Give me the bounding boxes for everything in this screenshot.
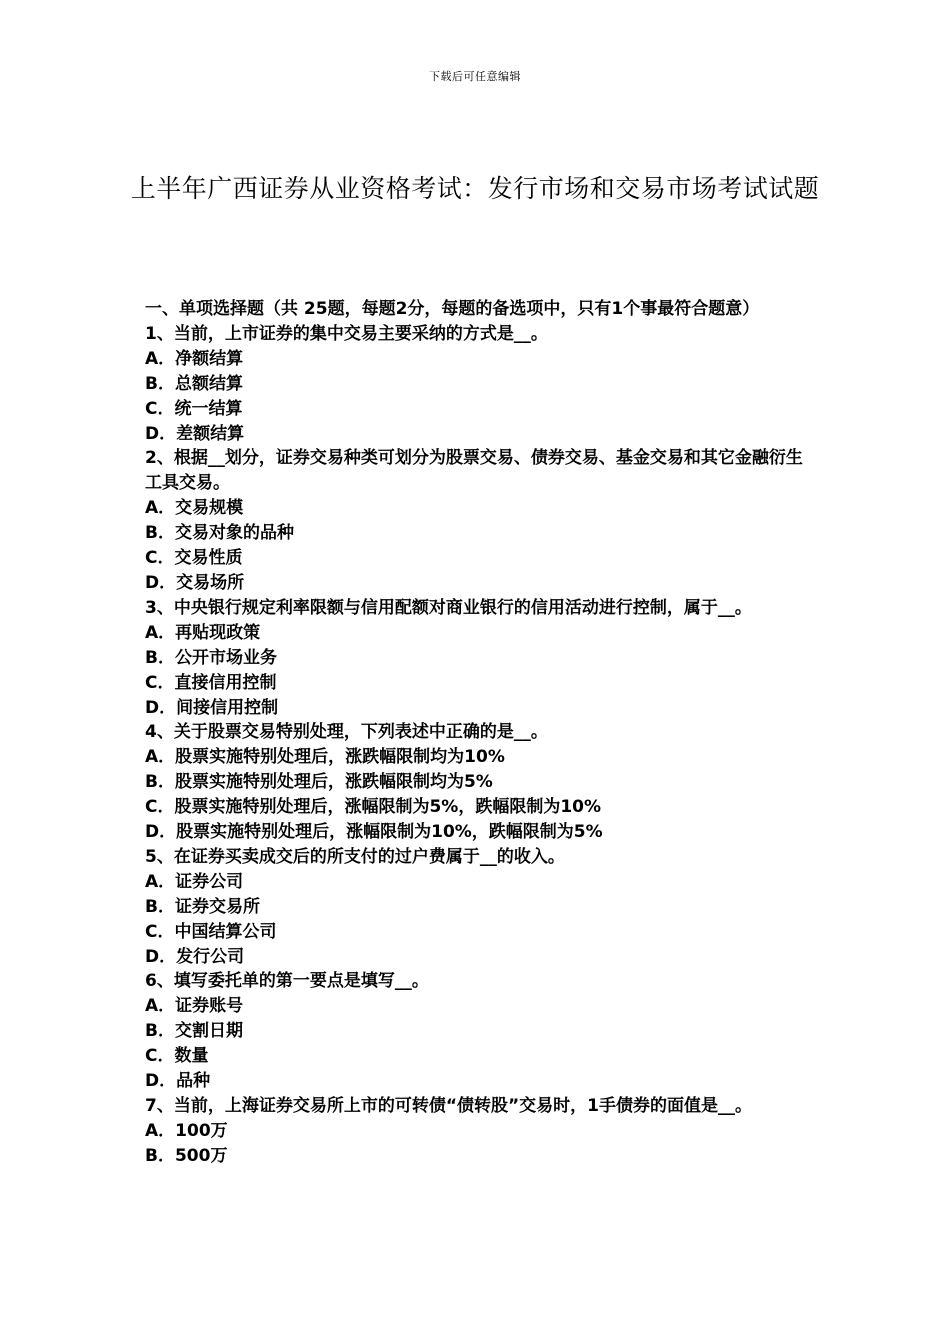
document-title: 上半年广西证券从业资格考试：发行市场和交易市场考试试题 — [130, 173, 820, 203]
question-1-option-d: D．差额结算 — [145, 423, 245, 444]
question-4-option-b: B．股票实施特别处理后，涨跌幅限制均为5% — [145, 772, 493, 793]
question-1-stem: 1、当前，上市证券的集中交易主要采纳的方式是__。 — [145, 323, 548, 344]
question-7-option-b: B．500万 — [145, 1145, 228, 1166]
question-1-option-b: B．总额结算 — [145, 373, 243, 394]
question-4-option-d: D．股票实施特别处理后，涨幅限制为10%，跌幅限制为5% — [145, 822, 603, 843]
question-2-stem: 2、根据__划分，证券交易种类可划分为股票交易、债券交易、基金交易和其它金融衍生工具交易。 — [145, 448, 803, 494]
question-2-option-d: D．交易场所 — [145, 572, 245, 593]
question-2-option-b: B．交易对象的品种 — [145, 523, 294, 544]
page-header: 下载后可任意编辑 — [429, 70, 521, 83]
question-3-stem: 3、中央银行规定利率限额与信用配额对商业银行的信用活动进行控制，属于__。 — [145, 597, 752, 618]
question-5-option-c: C．中国结算公司 — [145, 921, 277, 942]
question-5-option-a: A．证券公司 — [145, 871, 244, 892]
question-2-option-c: C．交易性质 — [145, 548, 243, 569]
question-3-option-c: C．直接信用控制 — [145, 672, 277, 693]
question-7-stem: 7、当前，上海证券交易所上市的可转债“债转股”交易时，1手债券的面值是__。 — [145, 1096, 753, 1116]
question-list — [145, 297, 815, 1169]
question-7-option-a: A．100万 — [145, 1120, 228, 1141]
question-3-option-b: B．公开市场业务 — [145, 647, 277, 668]
question-1-option-a: A．净额结算 — [145, 348, 244, 369]
question-4-stem: 4、关于股票交易特别处理，下列表述中正确的是__。 — [145, 722, 548, 743]
question-6-option-b: B．交割日期 — [145, 1021, 243, 1042]
section-heading: 一、单项选择题（共 25题，每题2分，每题的备选项中，只有1个事最符合题意） — [145, 299, 760, 319]
question-5-option-d: D．发行公司 — [145, 946, 245, 967]
question-5-option-b: B．证券交易所 — [145, 896, 260, 917]
question-5-stem: 5、在证券买卖成交后的所支付的过户费属于__的收入。 — [145, 846, 565, 867]
question-6-option-c: C．数量 — [145, 1046, 209, 1067]
question-6-stem: 6、填写委托单的第一要点是填写__。 — [145, 971, 429, 992]
question-6-option-a: A．证券账号 — [145, 996, 244, 1017]
question-2-option-a: A．交易规模 — [145, 498, 244, 519]
question-4-option-c: C．股票实施特别处理后，涨幅限制为5%，跌幅限制为10% — [145, 797, 602, 818]
question-1-option-c: C．统一结算 — [145, 398, 243, 419]
question-3-option-d: D．间接信用控制 — [145, 697, 279, 718]
question-6-option-d: D．品种 — [145, 1071, 211, 1092]
question-3-option-a: A．再贴现政策 — [145, 622, 261, 643]
question-4-option-a: A．股票实施特别处理后，涨跌幅限制均为10% — [145, 747, 505, 768]
